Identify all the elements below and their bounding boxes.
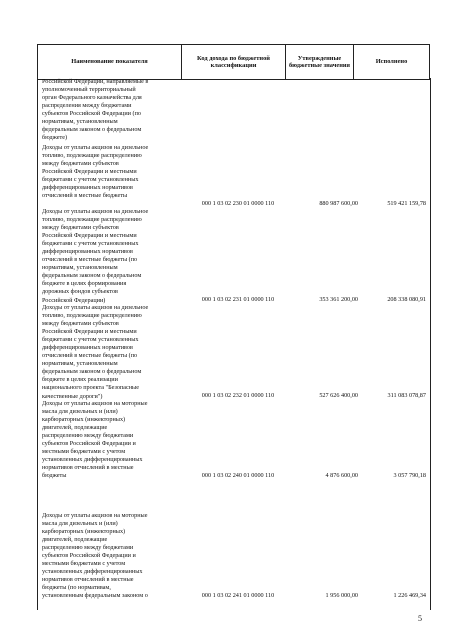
table-row-name: Доходы от уплаты акцизов на дизельное топливо, подлежащие распределению между бюджетами субъектов Российской Федерации и местными бюджетами с учетом установленных дифференцированных нормативов отчислений в местные бюджеты (по нормативам, установленным федеральным законом о федеральном бюджете в целях формирования дорожных фондов субъектов Российской Федерации) [42, 208, 149, 304]
table-row-name: Доходы от уплаты акцизов на дизельное топливо, подлежащие распределению между бюджетами субъектов Российской Федерации и местными бюджетами с учетом установленных дифференцированных нормативов отчислений в местные бюджеты [42, 144, 149, 200]
table-row-executed: 208 338 080,91 [387, 296, 426, 303]
table-row-executed: 1 226 469,34 [393, 592, 426, 599]
table-row-code: 000 1 03 02 240 01 0000 110 [201, 472, 275, 479]
table-row-approved: 527 626 400,00 [319, 392, 358, 399]
table-row-code: 000 1 03 02 232 01 0000 110 [201, 392, 275, 399]
header-row [38, 45, 430, 80]
header-approved-values: Утвержденные бюджетные значения [286, 45, 354, 80]
table-row-approved: 4 876 600,00 [325, 472, 358, 479]
header-revenue-code: Код дохода по бюджетной классификации [182, 45, 286, 80]
header-indicator-name: Наименование показателя [38, 45, 182, 80]
table-row-name: Доходы от уплаты акцизов на моторные масла для дизельных и (или) карбюраторных (инжекторных) двигателей, подлежащие распределению между бюджетами субъектов Российской Федерации и местными бюджетами с учетом установленных дифференцированных нормативов отчислений в местные бюджеты [42, 400, 148, 480]
report-table-header [37, 44, 430, 80]
table-row-name: Доходы от уплаты акцизов на дизельное топливо, подлежащие распределению между бюджетами субъектов Российской Федерации и местными бюджетами с учетом установленных дифференцированных нормативов отчислений в местные бюджеты (по нормативам, установленным федеральным законом о федеральном бюджете в целях реализации национального проекта "Безопасные качественные дороги") [42, 304, 149, 400]
page-number: 5 [418, 614, 422, 623]
table-row-code: 000 1 03 02 230 01 0000 110 [201, 200, 275, 207]
table-row-approved: 1 956 000,00 [325, 592, 358, 599]
table-row-code: 000 1 03 02 231 01 0000 110 [201, 296, 275, 303]
table-row-approved: 353 361 200,00 [319, 296, 358, 303]
table-row-code: 000 1 03 02 241 01 0000 110 [201, 592, 275, 599]
table-row-approved: 880 987 600,00 [319, 200, 358, 207]
table-row-executed: 519 421 159,78 [387, 200, 426, 207]
table-row-executed: 3 057 790,18 [393, 472, 426, 479]
header-executed: Исполнено [354, 45, 430, 80]
table-row-name: Доходы от уплаты акцизов на моторные масла для дизельных и (или) карбюраторных (инжекторных) двигателей, подлежащие распределению между бюджетами субъектов Российской Федерации и местными бюджетами с учетом установленных дифференцированных нормативов отчислений в местные бюджеты (по нормативам, установленным федеральным законом о [42, 512, 148, 600]
table-row-name: Российской Федерации, направляемые в уполномоченный территориальный орган Федерального казначейства для распределения между бюджетами субъектов Российской Федерации (по нормативам, установленным федеральным законом о федеральном бюджете) [42, 78, 149, 142]
report-table-body [37, 78, 431, 610]
table-row-executed: 311 083 078,87 [387, 392, 426, 399]
